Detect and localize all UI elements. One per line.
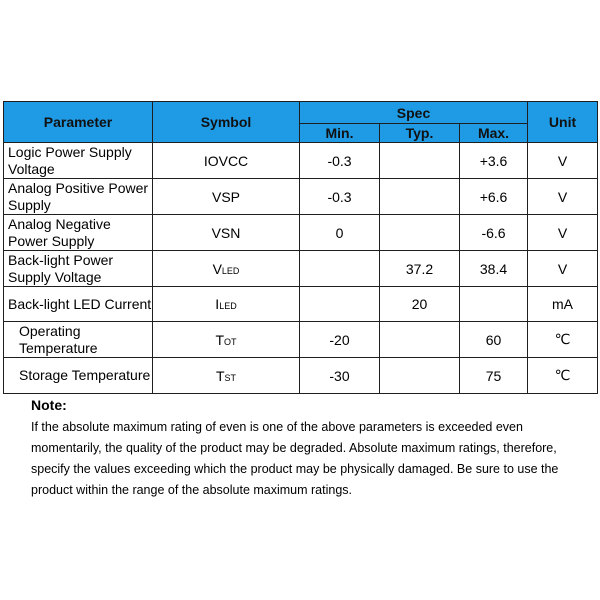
note-title: Note:	[31, 397, 67, 413]
min-cell: -0.3	[300, 143, 380, 179]
typ-cell	[380, 358, 460, 394]
parameter-cell: Storage Temperature	[4, 358, 153, 394]
header-parameter: Parameter	[4, 102, 153, 143]
min-cell: -0.3	[300, 179, 380, 215]
parameter-cell: Analog Positive Power Supply	[4, 179, 153, 215]
header-spec: Spec	[300, 102, 528, 124]
max-cell: 75	[460, 358, 528, 394]
header-typ: Typ.	[380, 124, 460, 143]
unit-cell: V	[528, 251, 598, 287]
table-row	[4, 215, 598, 251]
table-row	[4, 179, 598, 215]
header-min: Min.	[300, 124, 380, 143]
symbol-text: I	[215, 296, 220, 312]
symbol-subscript: OT	[224, 336, 237, 347]
note-section	[31, 396, 586, 501]
table-row	[4, 322, 598, 358]
typ-cell	[380, 143, 460, 179]
min-cell: -20	[300, 322, 380, 358]
parameter-cell: Logic Power Supply Voltage	[4, 143, 153, 179]
symbol-cell	[153, 358, 300, 394]
typ-cell: 20	[380, 287, 460, 322]
symbol-cell	[153, 179, 300, 215]
max-cell	[460, 287, 528, 322]
table-row	[4, 287, 598, 322]
min-cell	[300, 251, 380, 287]
max-cell: +6.6	[460, 179, 528, 215]
table-row	[4, 251, 598, 287]
symbol-text: VSN	[211, 224, 241, 241]
unit-cell: V	[528, 215, 598, 251]
symbol-cell	[153, 251, 300, 287]
typ-cell: 37.2	[380, 251, 460, 287]
min-cell: -30	[300, 358, 380, 394]
header-symbol: Symbol	[153, 102, 300, 143]
typ-cell	[380, 179, 460, 215]
unit-cell: ℃	[528, 322, 598, 358]
symbol-text: V	[212, 260, 222, 277]
table-row	[4, 143, 598, 179]
max-cell: +3.6	[460, 143, 528, 179]
max-cell: -6.6	[460, 215, 528, 251]
unit-cell: V	[528, 179, 598, 215]
symbol-subscript: LED	[219, 301, 237, 311]
parameter-cell: Back-light Power Supply Voltage	[4, 251, 153, 287]
max-cell: 60	[460, 322, 528, 358]
symbol-cell	[153, 143, 300, 179]
symbol-text: T	[215, 367, 225, 384]
symbol-text: T	[215, 331, 225, 348]
symbol-subscript: LED	[221, 265, 240, 276]
absolute-maximum-ratings-table	[3, 101, 598, 394]
unit-cell: V	[528, 143, 598, 179]
header-unit: Unit	[528, 102, 598, 143]
symbol-text: VSP	[211, 188, 240, 205]
unit-cell: mA	[528, 287, 598, 322]
symbol-subscript: ST	[224, 372, 237, 383]
table-row	[4, 358, 598, 394]
max-cell: 38.4	[460, 251, 528, 287]
typ-cell	[380, 322, 460, 358]
parameter-cell: Analog Negative Power Supply	[4, 215, 153, 251]
parameter-cell: Back-light LED Current	[4, 287, 153, 322]
min-cell: 0	[300, 215, 380, 251]
unit-cell: ℃	[528, 358, 598, 394]
symbol-cell	[153, 287, 300, 322]
symbol-cell	[153, 322, 300, 358]
symbol-cell	[153, 215, 300, 251]
note-body: If the absolute maximum rating of even is one of the above parameters is exceeded even momentarily, the quality of the product may be degraded. Absolute maximum ratings, therefore, specify the values exceeding which the product may be physically damaged. Be sure to use the product within the range of the absolute maximum ratings.	[31, 420, 559, 497]
symbol-text: IOVCC	[203, 152, 249, 169]
typ-cell	[380, 215, 460, 251]
parameter-cell: Operating Temperature	[4, 322, 153, 358]
header-max: Max.	[460, 124, 528, 143]
min-cell	[300, 287, 380, 322]
